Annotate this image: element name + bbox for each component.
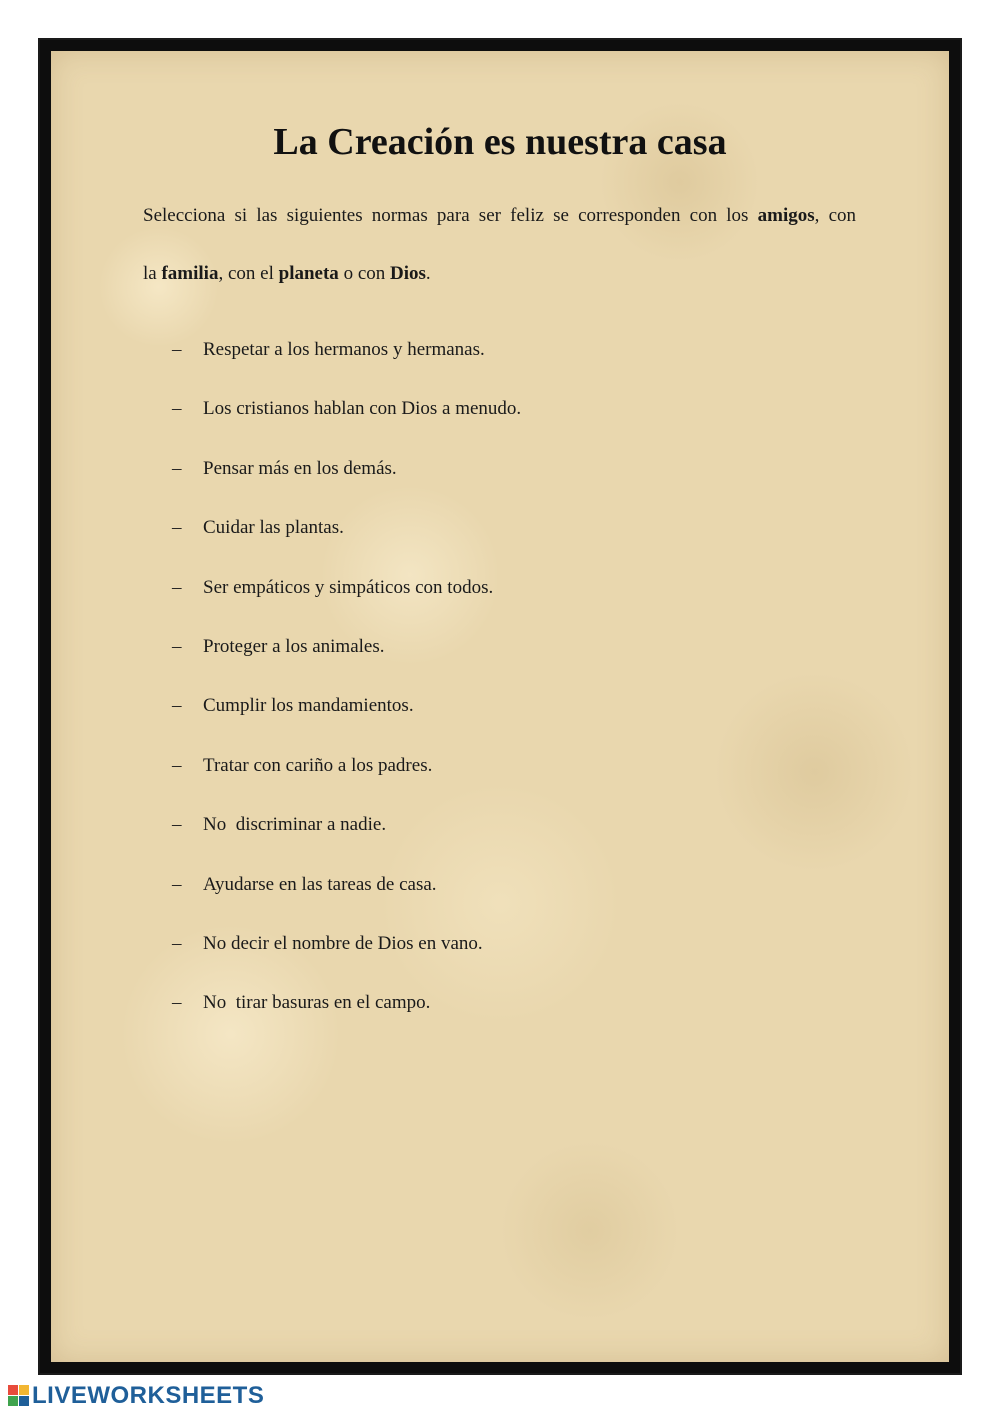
dash-bullet: – <box>172 339 182 360</box>
dash-bullet: – <box>172 754 182 776</box>
dash-bullet: – <box>172 635 182 657</box>
dash-bullet: – <box>172 398 182 420</box>
instructions-text: , con el <box>218 263 279 284</box>
keyword-planeta: planeta <box>278 263 339 284</box>
worksheet-title: La Creación es nuestra casa <box>273 121 727 163</box>
instructions-line-2 <box>143 262 856 286</box>
instructions-text: o con <box>338 263 390 284</box>
dash-bullet: – <box>172 932 182 954</box>
instructions-text: Selecciona si las siguientes normas para ser feliz se corresponden con los <box>143 205 749 226</box>
dash-bullet: – <box>172 457 182 479</box>
list-item-text: Pensar más en los demás. <box>203 457 397 479</box>
list-item-text: No tirar basuras en el campo. <box>203 992 431 1014</box>
dash-bullet: – <box>172 814 182 836</box>
list-item <box>172 397 521 456</box>
logo-square-red <box>8 1385 18 1395</box>
instructions-text: la <box>143 263 162 284</box>
list-item <box>172 516 521 575</box>
instructions-text: , con <box>814 205 856 226</box>
dash-bullet: – <box>172 517 182 539</box>
list-item-text: Tratar con cariño a los padres. <box>203 754 433 776</box>
norms-list <box>172 338 521 1051</box>
liveworksheets-logo[interactable] <box>8 1383 264 1409</box>
list-item <box>172 576 521 635</box>
logo-square-green <box>8 1396 18 1406</box>
list-item <box>172 754 521 813</box>
list-item <box>172 457 521 516</box>
list-item-text: Ayudarse en las tareas de casa. <box>203 873 437 895</box>
list-item-text: Respetar a los hermanos y hermanas. <box>203 339 485 360</box>
list-item-text: No decir el nombre de Dios en vano. <box>203 932 483 954</box>
list-item <box>172 991 521 1050</box>
liveworksheets-logo-icon <box>8 1385 30 1407</box>
dash-bullet: – <box>172 873 182 895</box>
list-item <box>172 694 521 753</box>
list-item <box>172 932 521 991</box>
logo-square-yellow <box>19 1385 29 1395</box>
instructions-text: . <box>425 263 431 284</box>
keyword-amigos: amigos <box>757 205 815 226</box>
list-item-text: Ser empáticos y simpáticos con todos. <box>203 576 494 598</box>
list-item <box>172 873 521 932</box>
dash-bullet: – <box>172 695 182 717</box>
list-item <box>172 813 521 872</box>
keyword-dios: Dios <box>390 263 426 284</box>
logo-text: LIVEWORKSHEETS <box>32 1382 265 1409</box>
instructions-line-1 <box>143 204 856 228</box>
dash-bullet: – <box>172 992 182 1014</box>
list-item-text: Cuidar las plantas. <box>203 517 344 539</box>
list-item-text: Los cristianos hablan con Dios a menudo. <box>203 398 522 420</box>
logo-square-blue <box>19 1396 29 1406</box>
list-item-text: Cumplir los mandamientos. <box>203 695 414 717</box>
list-item-text: No discriminar a nadie. <box>203 814 387 836</box>
list-item <box>172 635 521 694</box>
list-item-text: Proteger a los animales. <box>203 635 385 657</box>
keyword-familia: familia <box>161 263 219 284</box>
dash-bullet: – <box>172 576 182 598</box>
list-item <box>172 338 521 397</box>
